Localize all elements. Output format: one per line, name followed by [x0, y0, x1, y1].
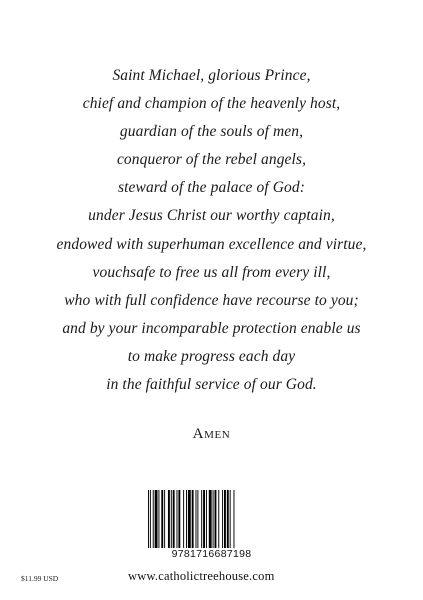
barcode-bar [164, 490, 165, 548]
barcode-bar [158, 490, 159, 548]
barcode-bar [153, 490, 154, 548]
barcode-bar [177, 490, 178, 548]
barcode-bar [197, 490, 198, 548]
isbn-number: 9781716687198 [171, 548, 252, 560]
prayer-line: in the faithful service of our God. [106, 376, 317, 394]
prayer-line: chief and champion of the heavenly host, [82, 95, 341, 113]
prayer-line: steward of the palace of God: [117, 179, 305, 197]
barcode-bar [192, 490, 194, 548]
barcode-bar [178, 490, 180, 548]
prayer-line: vouchsafe to free us all from every ill, [92, 263, 331, 281]
website-url: www.catholictreehouse.com [128, 569, 275, 583]
barcode-bar [188, 490, 191, 548]
isbn-barcode [144, 490, 279, 560]
barcode-bar [168, 490, 170, 548]
barcode-bar [155, 490, 158, 548]
barcode-bar [222, 490, 223, 548]
prayer-text [0, 62, 423, 399]
barcode-bar [230, 490, 231, 548]
barcode-bar [150, 490, 151, 548]
barcode-bar [209, 490, 212, 548]
barcode-bar [215, 490, 217, 548]
prayer-line: to make progress each day [127, 347, 296, 365]
prayer-line: endowed with superhuman excellence and virtue, [56, 235, 367, 253]
barcode-bar [196, 490, 197, 548]
barcode-bar [224, 490, 226, 548]
barcode-bar [227, 490, 229, 548]
barcode-bar [213, 490, 214, 548]
barcode-bar [161, 490, 163, 548]
barcode-bar [201, 490, 202, 548]
prayer-line: guardian of the souls of men, [119, 123, 304, 141]
prayer-line: and by your incomparable protection enable us [62, 319, 361, 337]
barcode-bar [171, 490, 172, 548]
price-label: $11.99 USD [21, 574, 59, 583]
barcode-bar [148, 490, 149, 548]
amen-heading: Amen [192, 426, 231, 442]
barcode-bar [234, 490, 235, 548]
barcode-bar [173, 490, 175, 548]
barcode-bars-graphic [144, 490, 279, 548]
barcode-bar [203, 490, 205, 548]
prayer-line: under Jesus Christ our worthy captain, [88, 207, 335, 225]
barcode-bar [206, 490, 207, 548]
barcode-bar [218, 490, 219, 548]
prayer-line: conqueror of the rebel angels, [116, 151, 307, 169]
barcode-bar [186, 490, 187, 548]
prayer-line: Saint Michael, glorious Prince, [112, 67, 311, 84]
barcode-bar [183, 490, 184, 548]
prayer-line: who with full confidence have recourse to you; [64, 291, 359, 309]
